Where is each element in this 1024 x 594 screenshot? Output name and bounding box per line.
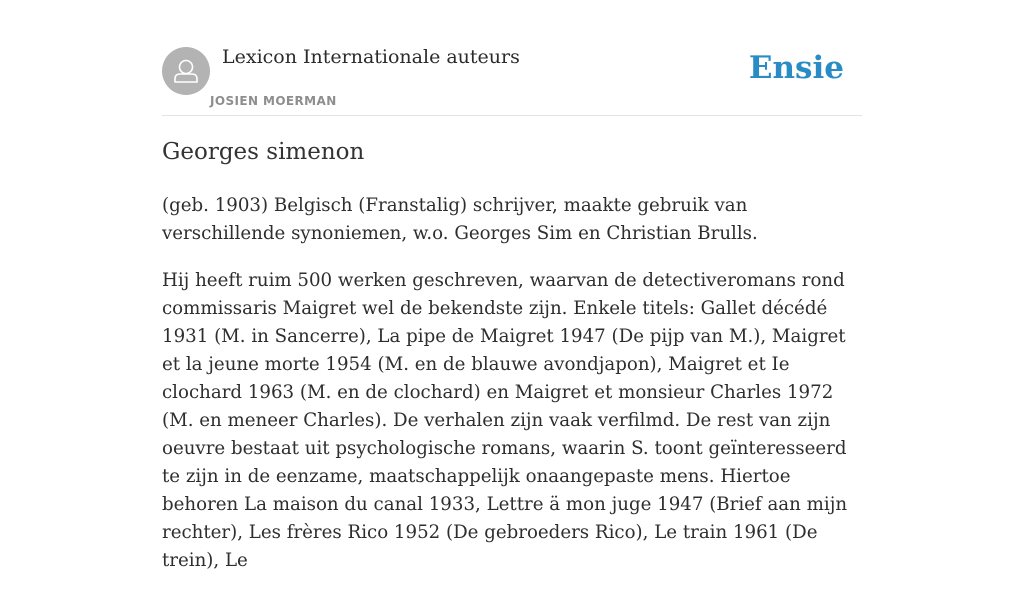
collection-title-link[interactable]: Lexicon Internationale auteurs [222,46,520,68]
article-paragraph: (geb. 1903) Belgisch (Franstalig) schrijver, maakte gebruik van verschillende synoniemen, w.o. Georges Sim en Christian Brulls. [162,195,758,244]
article-title: Georges simenon [162,139,365,165]
article-header [162,0,862,116]
author-avatar[interactable] [162,47,210,95]
article-paragraph: Hij heeft ruim 500 werken geschreven, waarvan de detectiveromans rond commissaris Maigret wel de bekendste zijn. Enkele titels: Gallet décédé 1931 (M. in Sancerre), La pipe de Maigret 1947 (De pijp van M.), Maigret et la jeune morte 1954 (M. en de blauwe avondjapon), Maigret et Ie clochard 1963 (M. en de clochard) en Maigret et monsieur Charles 1972 (M. en meneer Charles). De verhalen zijn vaak verfilmd. De rest van zijn oeuvre bestaat uit psychologische romans, waarin S. toont geïnteresseerd te zijn in de eenzame, maatschappelijk onaangepaste mens. Hiertoe behoren La maison du canal 1933, Lettre ä mon juge 1947 (Brief aan mijn rechter), Les frères Rico 1952 (De gebroeders Rico), Le train 1961 (De trein), Le [162,270,848,571]
author-name-link[interactable]: JOSIEN MOERMAN [210,94,337,108]
user-placeholder-icon [162,47,210,95]
article-body [162,192,866,594]
ensie-logo[interactable]: Ensie [748,50,844,86]
